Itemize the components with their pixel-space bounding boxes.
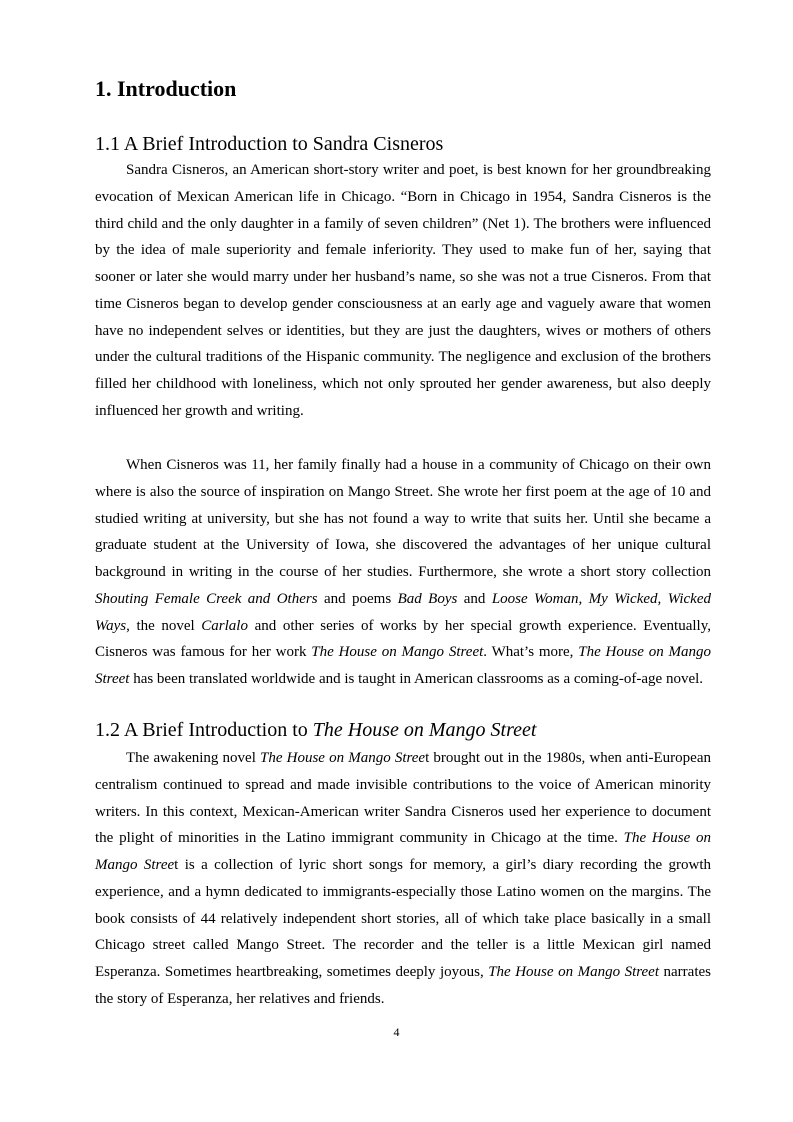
text-run: has been translated worldwide and is taught in American classrooms as a coming-of-age novel. xyxy=(129,671,704,687)
text-run: When Cisneros was 11, her family finally had a house in a community of Chicago on their own where is also the source of inspiration on Mango Street. She wrote her first poem at the age of 10 and studied writing at university, but she has not found a way to write that suits her. Until she became a graduate student at the University of Iowa, she discovered the advantages of her unique cultural background in writing in the course of her studies. Furthermore, she wrote a short story collection xyxy=(95,457,711,580)
text-run: . What’s more, xyxy=(483,644,579,661)
paragraph-cisneros-bio: Sandra Cisneros, an American short-story writer and poet, is best known for her groundbreaking evocation of Mexican American life in Chicago. “Born in Chicago in 1954, Sandra Cisneros is the third child and the only daughter in a family of seven children” (Net 1). The brothers were influenced by the idea of male superiority and female inferiority. They used to make fun of her, saying that sooner or later she would marry under her husband’s name, so she was not a true Cisneros. From that time Cisneros began to develop gender consciousness at an early age and vaguely aware that women have no independent selves or identities, but they are just the daughters, wives or mothers of others under the cultural traditions of the Hispanic community. The negligence and exclusion of the brothers filled her childhood with loneliness, which not only sprouted her gender awareness, but also deeply influenced her growth and writing. xyxy=(95,162,711,419)
paragraph-mango-street-intro xyxy=(95,745,711,1013)
book-title-italic: Shouting Female Creek and Others xyxy=(95,590,318,607)
text-run: , the novel xyxy=(126,617,202,634)
section-heading-1-2 xyxy=(95,717,536,743)
page-number: 4 xyxy=(393,1025,400,1039)
book-title-italic: Carlalo xyxy=(201,617,248,634)
text-run: and other series of works by her special growth experience. Eventually, Cisneros was famous for her work xyxy=(95,617,711,661)
book-title-italic: Loose Woman, My Wicked, Wicked Ways xyxy=(95,590,711,634)
text-run: and poems xyxy=(317,590,398,607)
book-title-italic: The House on Mango Street xyxy=(95,644,711,687)
text-run: The awakening novel xyxy=(126,750,260,766)
text-run: t is a collection of lyric short songs for memory, a girl’s diary recording the growth experience, and a hymn dedicated to immigrants-especially those Latino women on the margins. The book consists of 44 relatively independent short stories, all of which take place basically in a small Chicago street called Mango Street. The recorder and the teller is a little Mexican girl named Esperanza. Sometimes heartbreaking, sometimes deeply joyous, xyxy=(95,857,711,980)
chapter-heading: 1. Introduction xyxy=(95,76,237,101)
book-title-italic: The House on Mango Stree xyxy=(260,750,426,766)
book-title-italic: The House on Mango Street xyxy=(311,644,484,661)
section-heading-prefix: 1.2 A Brief Introduction to xyxy=(95,719,313,741)
text-run: narrates the story of Esperanza, her relatives and friends. xyxy=(95,964,711,1007)
text-run: t brought out in the 1980s, when anti-European centralism continued to spread and made invisible contributions to the voice of American minority writers. In this context, Mexican-American writer Sandra Cisneros used her experience to document the plight of minorities in the Latino immigrant community in Chicago at the time. xyxy=(95,750,711,847)
book-title-italic: The House on Mango Street xyxy=(488,964,660,980)
text-run: and xyxy=(457,590,492,607)
section-heading-1-1: 1.1 A Brief Introduction to Sandra Cisneros xyxy=(95,133,444,155)
book-title-italic: The House on Mango Stree xyxy=(95,830,711,873)
paragraph-cisneros-career xyxy=(95,452,711,693)
section-heading-book-title: The House on Mango Street xyxy=(312,719,537,741)
book-title-italic: Bad Boys xyxy=(397,590,458,607)
